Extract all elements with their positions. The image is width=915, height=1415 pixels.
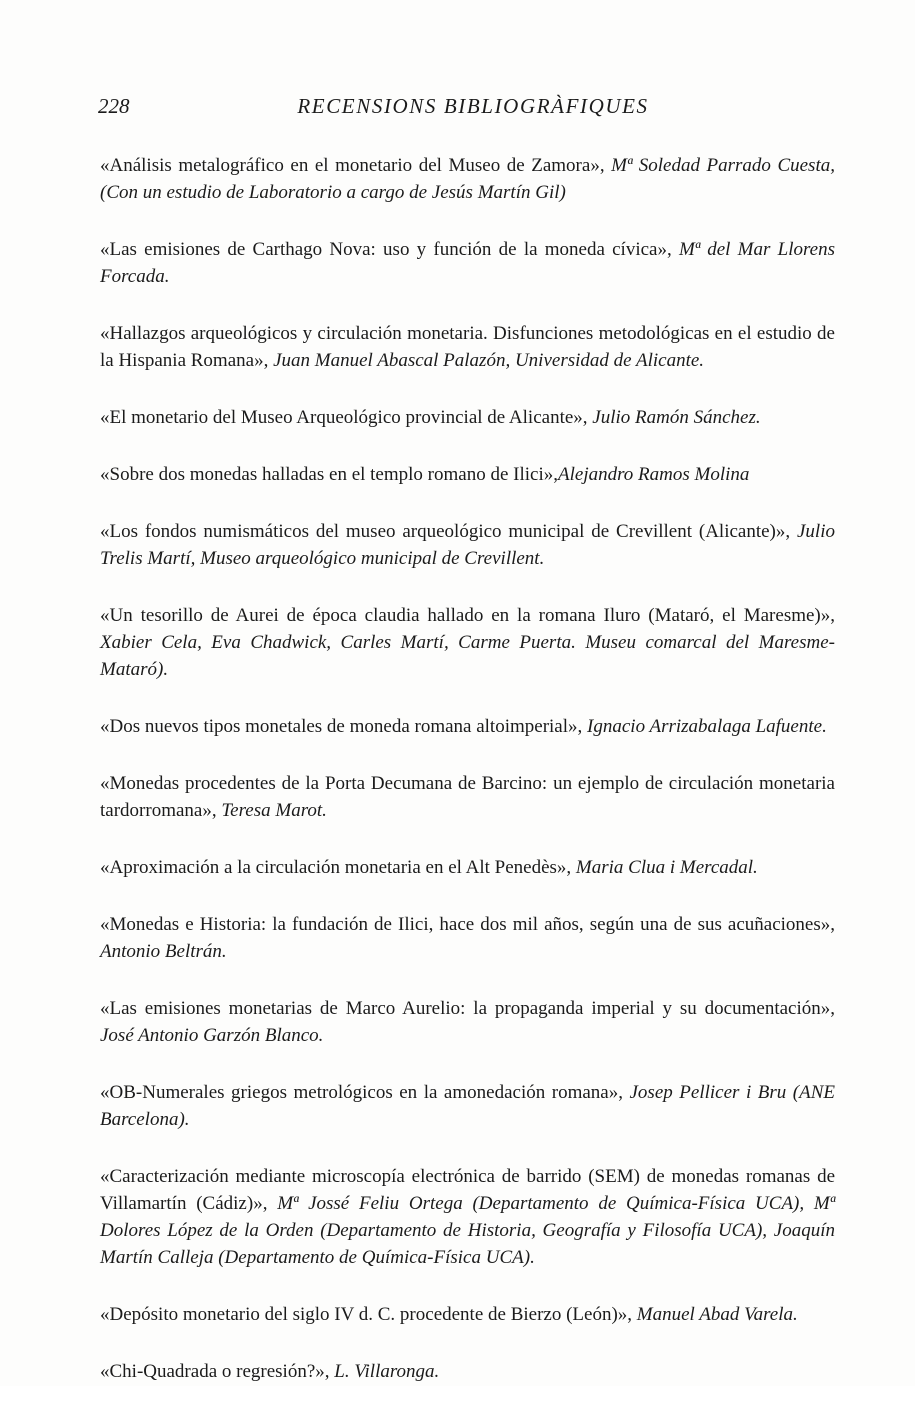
entry-author: Xabier Cela, Eva Chadwick, Carles Martí, Carme Puerta. Museu comarcal del Maresme-Mataró). [100,632,835,680]
entry-author: Manuel Abad Varela. [636,1304,798,1325]
bibliography-entry [100,602,835,683]
entry-title: «Aproximación a la circulación monetaria en el Alt Penedès», [100,857,576,878]
bibliography-entry [100,1163,835,1271]
bibliography-entry [100,236,835,290]
entry-author: L. Villaronga. [334,1361,440,1382]
entry-author: Antonio Beltrán. [100,941,227,962]
entry-title: «Chi-Quadrada o regresión?», [100,1361,335,1382]
bibliography-entry [100,911,835,965]
bibliography-list [100,152,835,1415]
entry-author: Maria Clua i Mercadal. [575,857,758,878]
entry-title: «Un tesorillo de Aurei de época claudia hallado en la romana Iluro (Mataró, el Maresme)», [100,605,835,626]
entry-title: «Depósito monetario del siglo IV d. C. procedente de Bierzo (León)», [100,1304,637,1325]
entry-title: «OB-Numerales griegos metrológicos en la amonedación romana», [100,1082,630,1103]
entry-title: «Caracterización mediante microscopía electrónica de barrido (SEM) de monedas romanas de Villamartín (Cádiz)», [100,1166,835,1214]
entry-author: Mª del Mar Llorens Forcada. [100,239,835,287]
entry-author: Mª Soledad Parrado Cuesta, (Con un estudio de Laboratorio a cargo de Jesús Martín Gil) [100,155,835,203]
bibliography-entry [100,461,835,488]
entry-title: «Monedas procedentes de la Porta Decumana de Barcino: un ejemplo de circulación monetaria tardorromana», [100,773,835,821]
entry-author: Julio Trelis Martí, Museo arqueológico municipal de Crevillent. [100,521,835,569]
entry-author: Teresa Marot. [221,800,327,821]
bibliography-entry [100,404,835,431]
bibliography-entry [100,518,835,572]
running-title: RECENSIONS BIBLIOGRÀFIQUES [297,94,649,118]
entry-title: «Análisis metalográfico en el monetario del Museo de Zamora», [100,155,612,176]
bibliography-entry [100,1079,835,1133]
bibliography-entry [100,995,835,1049]
entry-title: «Hallazgos arqueológicos y circulación monetaria. Disfunciones metodológicas en el estudio de la Hispania Romana», [100,323,835,371]
bibliography-entry [100,713,835,740]
bibliography-entry [100,1358,835,1385]
entry-title: «Las emisiones monetarias de Marco Aurelio: la propaganda imperial y su documentación», [100,998,835,1019]
bibliography-entry [100,770,835,824]
entry-author: Julio Ramón Sánchez. [592,407,761,428]
bibliography-entry [100,152,835,206]
entry-title: «Dos nuevos tipos monetales de moneda romana altoimperial», [100,716,588,737]
entry-author: Juan Manuel Abascal Palazón, Universidad de Alicante. [273,350,705,371]
entry-author: Josep Pellicer i Bru (ANE Barcelona). [100,1082,835,1130]
entry-title: «Monedas e Historia: la fundación de Ilici, hace dos mil años, según una de sus acuñaciones», [100,914,835,935]
entry-author: Ignacio Arrizabalaga Lafuente. [587,716,827,737]
entry-title: «El monetario del Museo Arqueológico provincial de Alicante», [100,407,593,428]
entry-title: «Sobre dos monedas halladas en el templo romano de Ilici», [100,464,558,485]
bibliography-entry [100,1301,835,1328]
entry-title: «Las emisiones de Carthago Nova: uso y función de la moneda cívica», [100,239,679,260]
page-header [98,94,836,128]
bibliography-entry [100,854,835,881]
bibliography-entry [100,320,835,374]
entry-author: José Antonio Garzón Blanco. [100,1025,324,1046]
entry-title: «Los fondos numismáticos del museo arqueológico municipal de Crevillent (Alicante)», [100,521,797,542]
page-number: 228 [98,94,130,118]
entry-author: Alejandro Ramos Molina [558,464,750,485]
entry-author: Mª Jossé Feliu Ortega (Departamento de Química-Física UCA), Mª Dolores López de la Orden (Departamento de Historia, Geografía y Filosofía UCA), Joaquín Martín Calleja (Departamento de Química-Física UCA). [100,1193,835,1268]
